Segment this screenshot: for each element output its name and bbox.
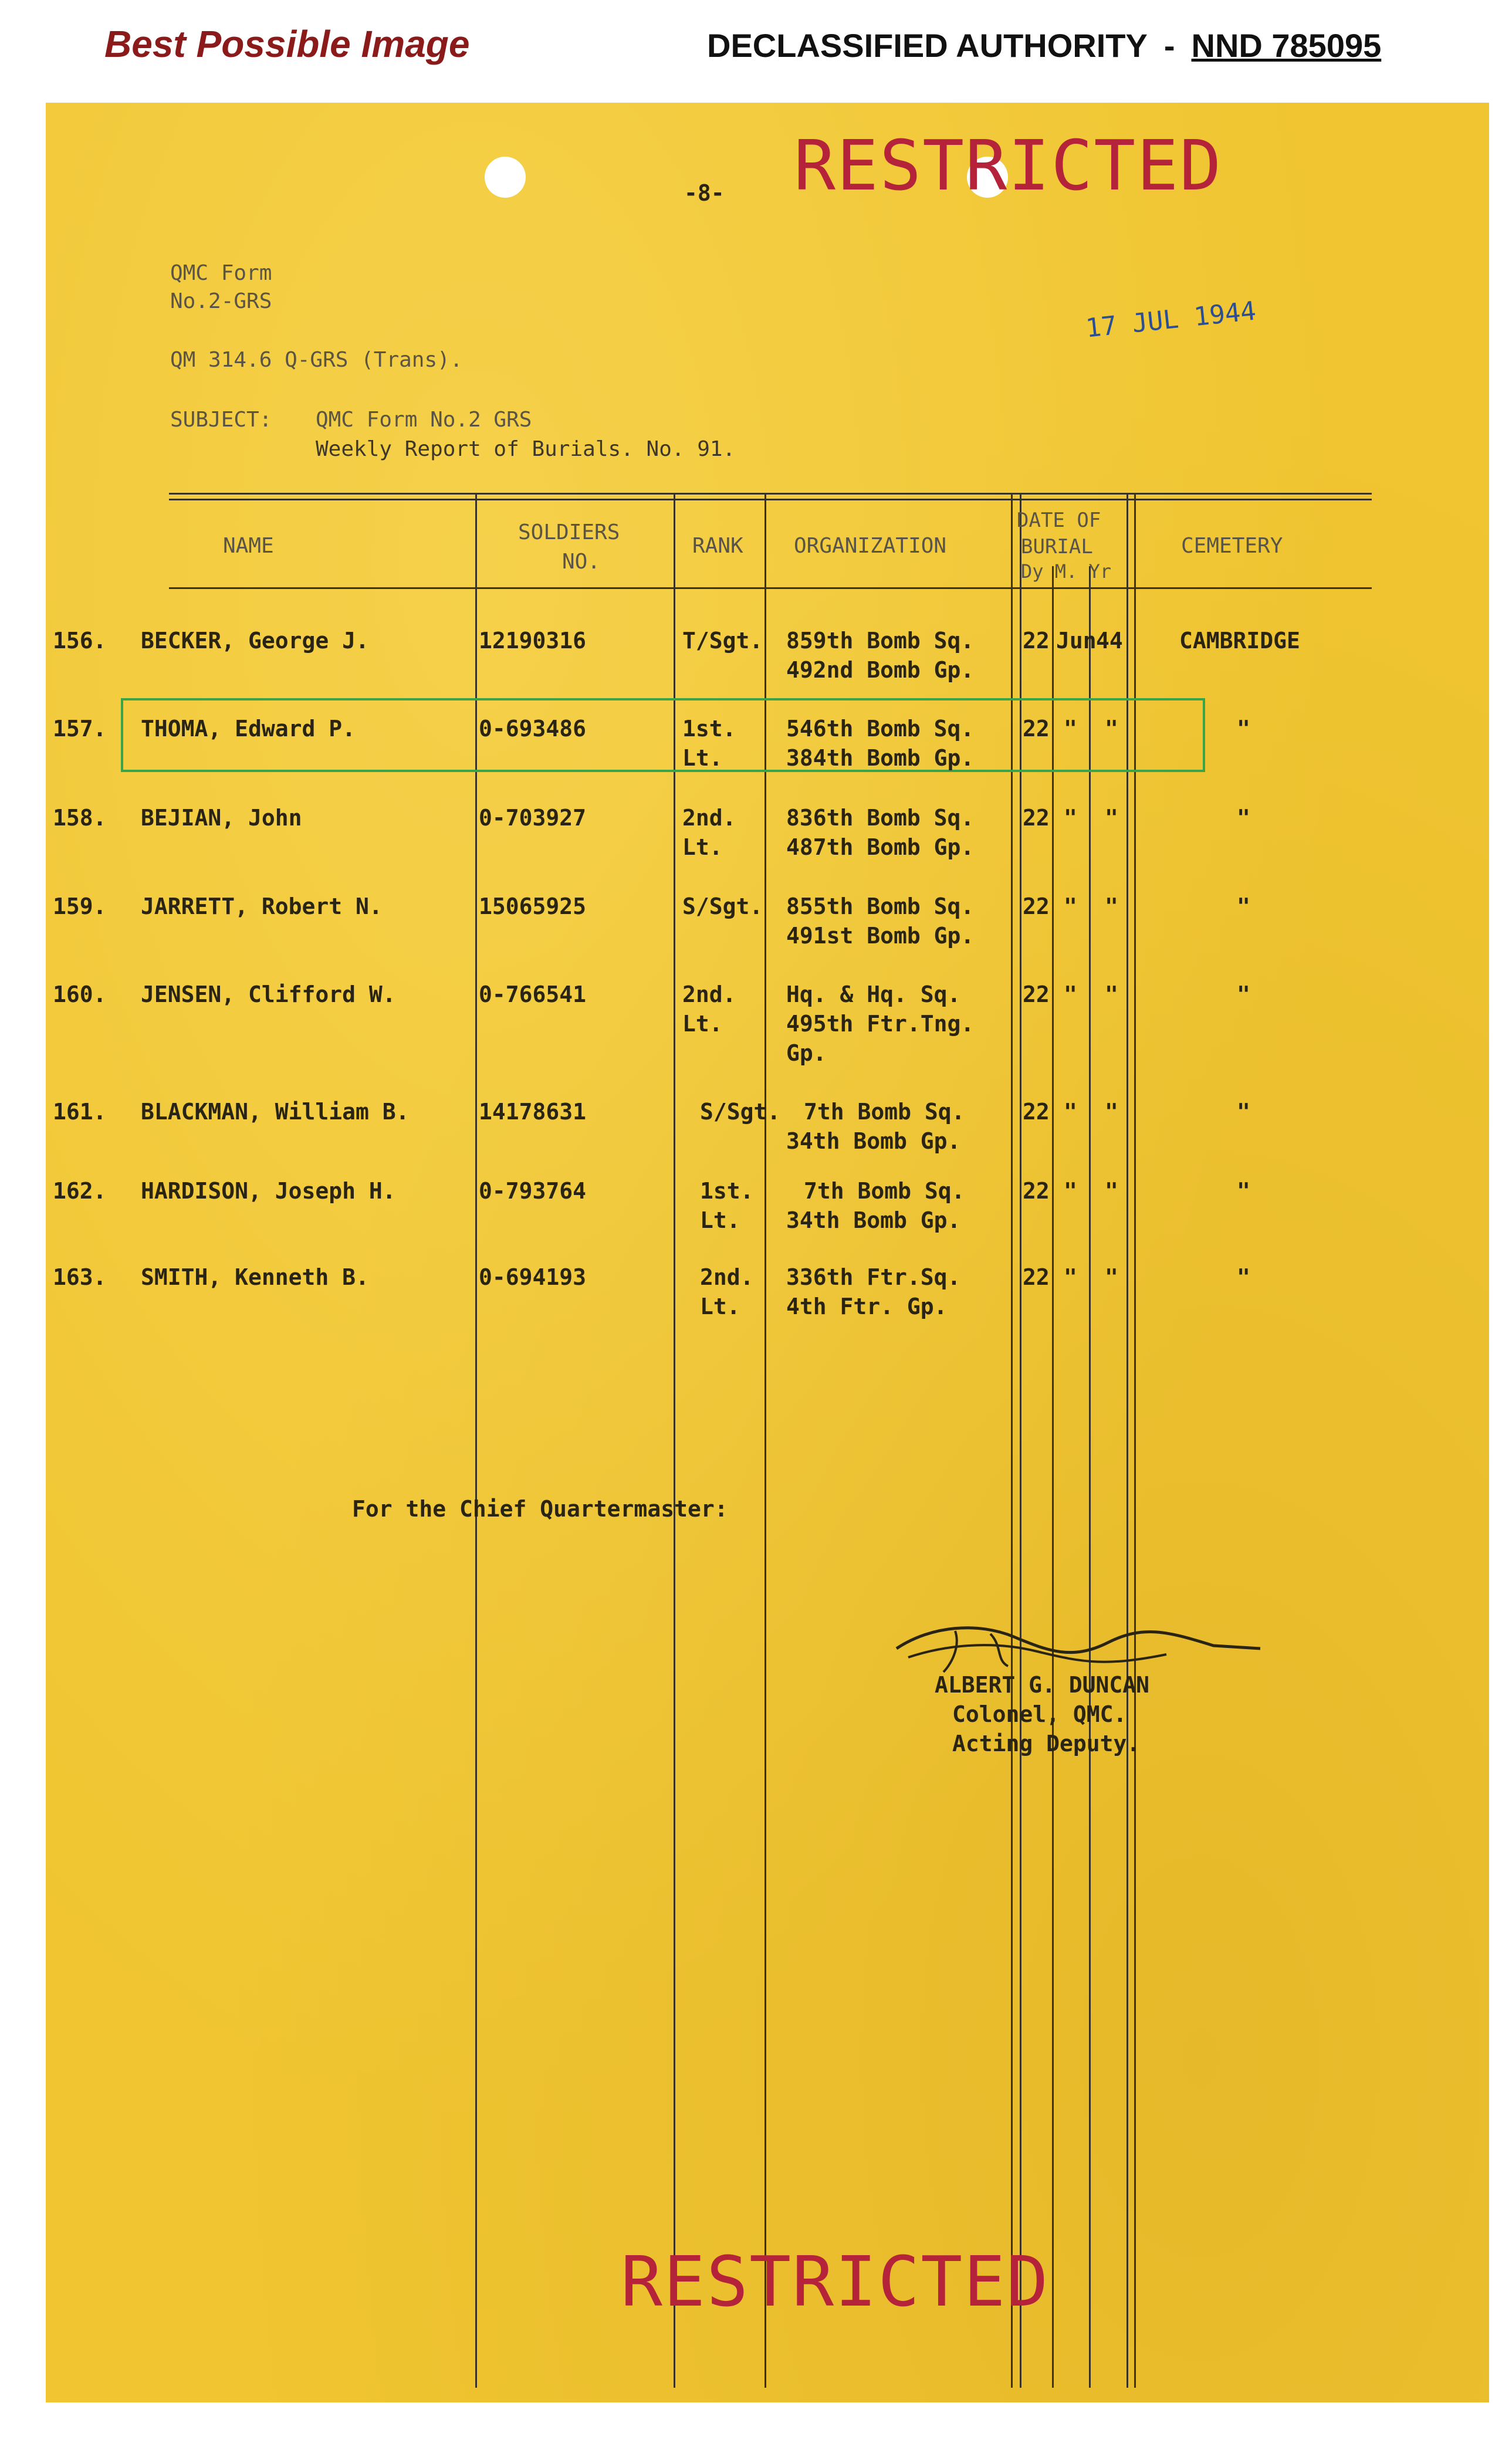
row-rank-line-2: Lt. xyxy=(682,1011,723,1037)
subject-line-2: Weekly Report of Burials. No. 91. xyxy=(316,437,736,461)
column-divider-serial xyxy=(674,493,675,2388)
row-number: 156. xyxy=(53,628,107,654)
row-burial-year: " xyxy=(1105,1264,1118,1290)
row-org-line-2: 487th Bomb Gp. xyxy=(786,834,975,860)
row-number: 162. xyxy=(53,1178,107,1204)
row-org-line-2: 4th Ftr. Gp. xyxy=(786,1294,948,1319)
column-header-organization: ORGANIZATION xyxy=(794,534,947,558)
column-divider-name xyxy=(475,493,477,2388)
row-burial-day: 22 xyxy=(1023,981,1050,1007)
row-burial-day: 22 xyxy=(1023,1264,1050,1290)
row-org-line-2: 34th Bomb Gp. xyxy=(786,1207,961,1233)
column-divider-rank xyxy=(764,493,766,2388)
table-top-rule xyxy=(169,493,1372,495)
page-number: -8- xyxy=(684,180,725,206)
row-rank-line-1: S/Sgt. xyxy=(682,893,763,919)
form-line-1: QMC Form xyxy=(170,261,272,285)
row-org-line-2: 491st Bomb Gp. xyxy=(786,923,975,949)
signer-name: ALBERT G. DUNCAN xyxy=(935,1672,1150,1698)
row-burial-month: " xyxy=(1064,805,1077,831)
row-rank-line-1: S/Sgt. xyxy=(700,1099,781,1125)
row-cemetery: " xyxy=(1237,1099,1250,1125)
subject-label: SUBJECT: xyxy=(170,408,272,432)
column-divider-org-2 xyxy=(1020,493,1021,2388)
form-line-2: No.2-GRS xyxy=(170,289,272,313)
row-burial-day: 22 xyxy=(1023,805,1050,831)
row-number: 159. xyxy=(53,893,107,919)
for-chief-quartermaster-line: For the Chief Quartermaster: xyxy=(352,1496,728,1522)
row-number: 158. xyxy=(53,805,107,831)
row-burial-month: Jun xyxy=(1056,628,1097,654)
row-burial-day: 22 xyxy=(1023,1178,1050,1204)
row-name: BEJIAN, John xyxy=(141,805,302,831)
row-rank-line-1: T/Sgt. xyxy=(682,628,763,654)
punch-hole-left xyxy=(485,157,526,198)
row-org-line-1: 336th Ftr.Sq. xyxy=(786,1264,961,1290)
row-org-line-1: 546th Bomb Sq. xyxy=(786,716,975,742)
row-rank-line-1: 2nd. xyxy=(682,981,736,1007)
column-divider-date-2 xyxy=(1134,493,1136,2388)
row-burial-month: " xyxy=(1064,1178,1077,1204)
row-rank-line-2: Lt. xyxy=(682,745,723,771)
table-header-rule xyxy=(169,587,1372,589)
restricted-stamp-top: RESTRICTED xyxy=(794,125,1223,206)
table-top-rule-2 xyxy=(169,499,1372,500)
row-name: THOMA, Edward P. xyxy=(141,716,356,742)
row-rank-line-1: 1st. xyxy=(682,716,736,742)
column-header-name: NAME xyxy=(223,534,274,558)
row-rank-line-1: 1st. xyxy=(700,1178,754,1204)
authority-text: DECLASSIFIED AUTHORITY xyxy=(707,27,1148,64)
row-number: 157. xyxy=(53,716,107,742)
row-burial-year: " xyxy=(1105,805,1118,831)
row-serial: 14178631 xyxy=(479,1099,587,1125)
row-cemetery: " xyxy=(1237,981,1250,1007)
row-burial-year: " xyxy=(1105,1178,1118,1204)
column-divider-day xyxy=(1052,566,1054,2388)
row-burial-month: " xyxy=(1064,893,1077,919)
row-burial-month: " xyxy=(1064,1099,1077,1125)
row-org-line-1: 836th Bomb Sq. xyxy=(786,805,975,831)
column-header-cemetery: CEMETERY xyxy=(1181,534,1283,558)
column-header-rank: RANK xyxy=(692,534,743,558)
row-org-line-1: 859th Bomb Sq. xyxy=(786,628,975,654)
row-org-line-2: 492nd Bomb Gp. xyxy=(786,657,975,683)
column-header-date-3: Dy M. Yr xyxy=(1021,560,1112,583)
document-page xyxy=(46,103,1489,2402)
row-burial-day: 22 xyxy=(1023,716,1050,742)
row-burial-year: " xyxy=(1105,981,1118,1007)
row-org-line-2: 34th Bomb Gp. xyxy=(786,1128,961,1154)
row-burial-day: 22 xyxy=(1023,1099,1050,1125)
row-rank-line-2: Lt. xyxy=(700,1294,740,1319)
row-burial-month: " xyxy=(1064,1264,1077,1290)
column-header-soldiers-2: NO. xyxy=(562,550,601,574)
row-serial: 0-703927 xyxy=(479,805,587,831)
row-org-line-2: 384th Bomb Gp. xyxy=(786,745,975,771)
row-burial-month: " xyxy=(1064,981,1077,1007)
row-serial: 12190316 xyxy=(479,628,587,654)
row-serial: 0-694193 xyxy=(479,1264,587,1290)
row-name: SMITH, Kenneth B. xyxy=(141,1264,369,1290)
row-number: 163. xyxy=(53,1264,107,1290)
row-burial-month: " xyxy=(1064,716,1077,742)
row-name: JENSEN, Clifford W. xyxy=(141,981,396,1007)
signer-rank: Colonel, QMC. xyxy=(952,1701,1127,1727)
authority-separator: - xyxy=(1163,27,1175,64)
column-header-soldiers-1: SOLDIERS xyxy=(518,520,620,544)
row-burial-year: 44 xyxy=(1096,628,1123,654)
row-org-line-1: 855th Bomb Sq. xyxy=(786,893,975,919)
column-divider-org xyxy=(1011,493,1013,2388)
column-header-date-2: BURIAL xyxy=(1021,535,1093,559)
row-burial-year: " xyxy=(1105,893,1118,919)
restricted-stamp-bottom: RESTRICTED xyxy=(621,2241,1050,2322)
best-possible-image-label: Best Possible Image xyxy=(104,23,470,65)
row-org-line-1: 7th Bomb Sq. xyxy=(804,1178,965,1204)
row-burial-year: " xyxy=(1105,1099,1118,1125)
row-number: 161. xyxy=(53,1099,107,1125)
nnd-number: NND 785095 xyxy=(1191,27,1382,64)
row-rank-line-1: 2nd. xyxy=(700,1264,754,1290)
column-divider-month xyxy=(1089,566,1091,2388)
file-reference: QM 314.6 Q-GRS (Trans). xyxy=(170,348,463,372)
column-divider-date xyxy=(1126,493,1128,2388)
row-number: 160. xyxy=(53,981,107,1007)
row-name: JARRETT, Robert N. xyxy=(141,893,383,919)
row-org-line-2: 495th Ftr.Tng. xyxy=(786,1011,975,1037)
row-cemetery: " xyxy=(1237,805,1250,831)
row-cemetery: CAMBRIDGE xyxy=(1179,628,1300,654)
row-serial: 15065925 xyxy=(479,893,587,919)
row-name: BECKER, George J. xyxy=(141,628,369,654)
row-burial-day: 22 xyxy=(1023,628,1050,654)
subject-line-1: QMC Form No.2 GRS xyxy=(316,408,532,432)
row-name: BLACKMAN, William B. xyxy=(141,1099,410,1125)
row-cemetery: " xyxy=(1237,716,1250,742)
row-burial-day: 22 xyxy=(1023,893,1050,919)
row-cemetery: " xyxy=(1237,1264,1250,1290)
row-org-line-3: Gp. xyxy=(786,1040,827,1066)
row-serial: 0-793764 xyxy=(479,1178,587,1204)
row-rank-line-1: 2nd. xyxy=(682,805,736,831)
column-header-date-1: DATE OF xyxy=(1017,509,1101,532)
row-name: HARDISON, Joseph H. xyxy=(141,1178,396,1204)
row-org-line-1: 7th Bomb Sq. xyxy=(804,1099,965,1125)
row-rank-line-2: Lt. xyxy=(682,834,723,860)
row-burial-year: " xyxy=(1105,716,1118,742)
row-cemetery: " xyxy=(1237,893,1250,919)
declassified-authority-line xyxy=(707,26,1381,65)
row-serial: 0-766541 xyxy=(479,981,587,1007)
row-serial: 0-693486 xyxy=(479,716,587,742)
row-rank-line-2: Lt. xyxy=(700,1207,740,1233)
signer-title: Acting Deputy. xyxy=(952,1731,1141,1756)
row-org-line-1: Hq. & Hq. Sq. xyxy=(786,981,961,1007)
row-cemetery: " xyxy=(1237,1178,1250,1204)
date-received-stamp: 17 JUL 1944 xyxy=(1084,296,1258,344)
